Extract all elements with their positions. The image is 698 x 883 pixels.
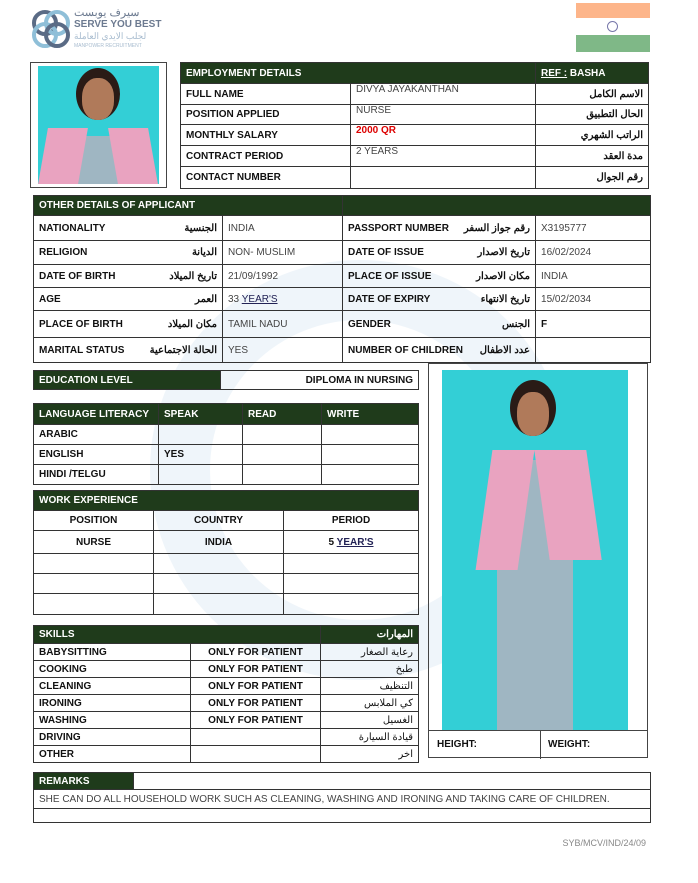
table-row: MARITAL STATUS الحالة الاجتماعية YES NUMBER OF CHILDREN عدد الاطفال xyxy=(34,338,651,363)
weight-label: WEIGHT: xyxy=(548,739,591,750)
applicant-photo-small xyxy=(30,62,167,188)
remarks-table: REMARKS SHE CAN DO ALL HOUSEHOLD WORK SUCH AS CLEANING, WASHING AND IRONING AND TAKING CARE OF CHILDREN. xyxy=(33,772,651,823)
logo-arabic: سيرف يوبست xyxy=(74,7,140,19)
table-row: BABYSITTING ONLY FOR PATIENT رعاية الصغار xyxy=(34,644,419,661)
table-row: FULL NAME DIVYA JAYAKANTHAN الاسم الكامل xyxy=(181,84,649,105)
table-row: NATIONALITY الجنسية INDIA PASSPORT NUMBER رقم جواز السفر X3195777 xyxy=(34,216,651,241)
table-row: CLEANING ONLY FOR PATIENT التنظيف xyxy=(34,678,419,695)
logo-sub: MANPOWER RECRUITMENT xyxy=(74,43,142,49)
table-row: MONTHLY SALARY 2000 QR الراتب الشهري xyxy=(181,125,649,146)
table-row: ARABIC xyxy=(34,425,419,445)
remarks-text: SHE CAN DO ALL HOUSEHOLD WORK SUCH AS CLEANING, WASHING AND IRONING AND TAKING CARE OF CHILDREN. xyxy=(34,790,651,809)
table-row: HINDI /TELGU xyxy=(34,465,419,485)
table-row: AGE العمر 33 YEAR'S DATE OF EXPIRY تاريخ الانتهاء 15/02/2034 xyxy=(34,288,651,311)
full-name-value: DIVYA JAYAKANTHAN xyxy=(351,84,536,105)
applicant-photo-full xyxy=(428,363,648,758)
table-row: DRIVING قيادة السيارة xyxy=(34,729,419,746)
table-row: POSITION APPLIED NURSE الحال التطبيق xyxy=(181,105,649,125)
table-row: PLACE OF BIRTH مكان الميلاد TAMIL NADU GENDER الجنس F xyxy=(34,311,651,338)
table-row: CONTRACT PERIOD 2 YEARS مدة العقد xyxy=(181,146,649,167)
skills-table: SKILLS المهارات BABYSITTING ONLY FOR PATIENT رعاية الصغار COOKING ONLY FOR PATIENT طبخ CLEANING ONLY FOR PATIENT التنظيف IRONING ONLY FOR PATIENT كي الملابس WASHING ONLY FOR PATIENT الغسيل DRIVING قيادة السيارة OTHER اخر xyxy=(33,625,419,763)
table-row: OTHER اخر xyxy=(34,746,419,763)
table-row: COOKING ONLY FOR PATIENT طبخ xyxy=(34,661,419,678)
education-table: EDUCATION LEVEL DIPLOMA IN NURSING xyxy=(33,370,419,390)
logo-knot-icon xyxy=(30,6,72,52)
table-row: RELIGION الديانة NON- MUSLIM DATE OF ISSUE تاريخ الاصدار 16/02/2024 xyxy=(34,241,651,265)
ref: REF : BASHA xyxy=(536,63,649,84)
employment-title: EMPLOYMENT DETAILS xyxy=(181,63,536,84)
india-flag-icon xyxy=(576,3,650,52)
other-details-title: OTHER DETAILS OF APPLICANT xyxy=(34,196,343,216)
table-row: DATE OF BIRTH تاريخ الميلاد 21/09/1992 PLACE OF ISSUE مكان الاصدار INDIA xyxy=(34,265,651,288)
table-row: IRONING ONLY FOR PATIENT كي الملابس xyxy=(34,695,419,712)
education-value: DIPLOMA IN NURSING xyxy=(221,371,419,390)
table-row: NURSE INDIA 5 YEAR'S xyxy=(34,531,419,554)
company-logo xyxy=(30,6,165,54)
table-row: ENGLISH YES xyxy=(34,445,419,465)
table-row: WASHING ONLY FOR PATIENT الغسيل xyxy=(34,712,419,729)
other-details-table xyxy=(33,195,651,363)
height-label: HEIGHT: xyxy=(437,739,477,750)
document-code: SYB/MCV/IND/24/09 xyxy=(562,838,646,848)
logo-name: SERVE YOU BEST xyxy=(74,19,162,30)
logo-arabic-sub: لجلب الايدي العاملة xyxy=(74,31,147,41)
table-row: CONTACT NUMBER رقم الجوال xyxy=(181,167,649,189)
language-table: LANGUAGE LITERACY SPEAK READ WRITE ARABIC ENGLISH YES HINDI /TELGU xyxy=(33,403,419,485)
salary-value: 2000 QR xyxy=(351,125,536,146)
work-title: WORK EXPERIENCE xyxy=(34,491,419,511)
work-experience-table: WORK EXPERIENCE POSITION COUNTRY PERIOD NURSE INDIA 5 YEAR'S xyxy=(33,490,419,615)
employment-details-table xyxy=(180,62,649,189)
